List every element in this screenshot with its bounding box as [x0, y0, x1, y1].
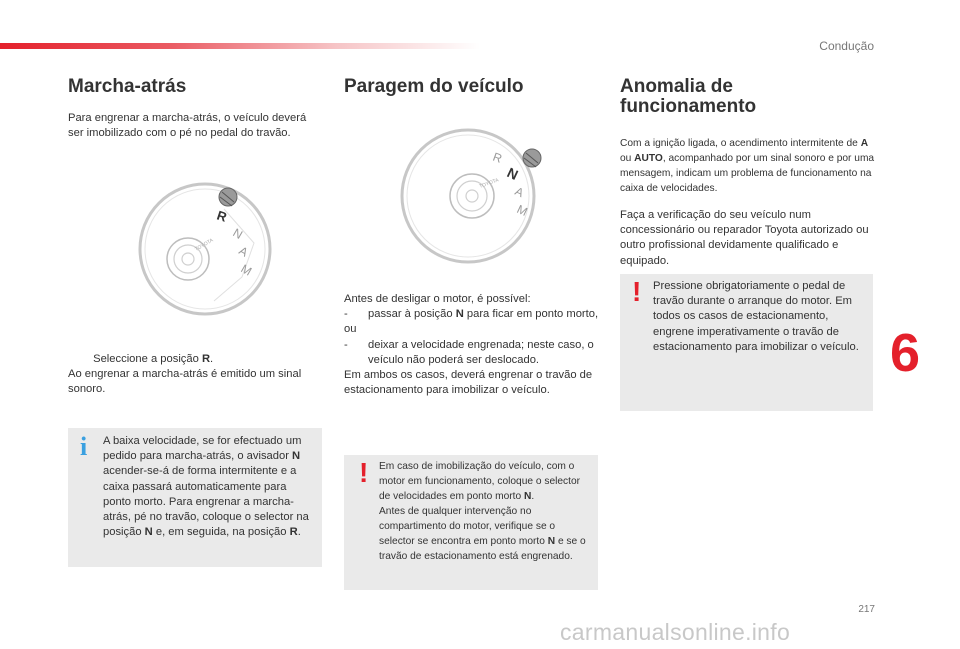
dial-letter-n: N [230, 225, 246, 242]
malfunction-p2: Faça a verificação do seu veículo num concessionário ou reparador Toyota autorizado ou outro profissional devidamente qualificado e equipado. [620, 209, 869, 267]
warning-icon: ! [359, 457, 369, 488]
section-label: Condução [819, 39, 874, 53]
reverse-step: Seleccione a posição R. [93, 353, 214, 365]
chapter-number: 6 [890, 323, 921, 383]
page-number: 217 [858, 604, 875, 615]
dial-letter-a: A [512, 184, 526, 201]
dial-letter-m: M [238, 261, 255, 279]
warning-box-text: Em caso de imobilização do veículo, com o motor em funcionamento, coloque o selector de velocidades em ponto morto N. Antes de qualquer intervenção no compartimento do motor, verifique se o selector se encontra em ponto morto N e se o travão de estacionamento está engrenado. [379, 461, 586, 562]
warning-box-stop [344, 455, 598, 590]
info-box-text: A baixa velocidade, se for efectuado um pedido para marcha-atrás, o avisador N acender-se-á de forma intermitente e a caixa passará automaticamente para ponto morto. Para engrenar a marcha-atrás, pé no travão, coloque o selector na posição N e, em seguida, na posição R. [103, 435, 309, 539]
heading-vehicle-stop: Paragem do veículo [344, 76, 524, 97]
stop-option-list [344, 307, 600, 322]
dial-knob-icon [523, 149, 541, 167]
warning-icon: ! [632, 276, 642, 307]
header-accent-bar [0, 43, 480, 49]
dial-knob-icon [219, 188, 237, 206]
dial-brand: TOYOTA [478, 177, 500, 190]
dial-letter-m: M [514, 202, 530, 219]
dial-letter-r: R [215, 207, 229, 225]
info-box-reverse [68, 428, 322, 567]
stop-option-neutral: - passar à posição N para ficar em ponto morto, [344, 308, 599, 321]
dial-letter-r: R [490, 149, 504, 166]
heading-malfunction: Anomalia de funcionamento [620, 76, 757, 118]
malfunction-p1: Com a ignição ligada, o acendimento intermitente de A ou AUTO, acompanhado por um sinal sonoro e por uma mensagem, indicam um problema de funcionamento na caixa de velocidades. [620, 138, 875, 194]
dial-letter-a: A [236, 243, 251, 260]
gear-selector-dial-neutral [396, 124, 546, 264]
watermark: carmanualsonline.info [560, 619, 791, 645]
stop-option-gear: - deixar a velocidade engrenada; neste caso, o veículo não poderá ser deslocado. [344, 338, 594, 366]
stop-lead: Antes de desligar o motor, é possível: [344, 293, 531, 305]
reverse-intro: Para engrenar a marcha-atrás, o veículo deverá ser imobilizado com o pé no pedal do travão. [68, 112, 307, 140]
info-icon: i [80, 432, 88, 461]
stop-closing: Em ambos os casos, deverá engrenar o travão de estacionamento para imobilizar o veículo. [344, 369, 593, 397]
vehicle-stop-options [344, 292, 600, 398]
warning-box-malfunction [620, 274, 873, 411]
gear-selector-dial-reverse [134, 181, 276, 317]
heading-reverse-gear: Marcha-atrás [68, 76, 187, 97]
stop-or: ou [344, 323, 357, 336]
reverse-after-step: Ao engrenar a marcha-atrás é emitido um sinal sonoro. [68, 368, 302, 396]
dial-letter-n: N [504, 164, 521, 183]
dial-brand: TOYOTA [194, 237, 215, 253]
warning-box-text: Pressione obrigatoriamente o pedal de travão durante o arranque do motor. Em todos os casos de estacionamento, engrene imperativamente o travão de estacionamento para imobilizar o veículo. [653, 280, 859, 353]
